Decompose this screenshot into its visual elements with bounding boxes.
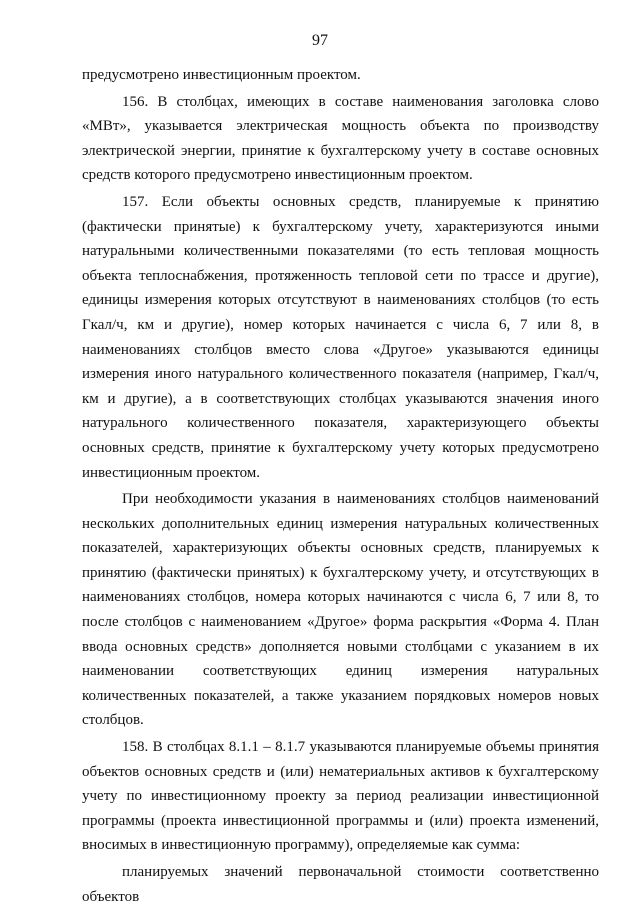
paragraph-156: 156. В столбцах, имеющих в составе наименования заголовка слово «МВт», указывается электрическая мощность объекта по производству электрической энергии, принятие к бухгалтерскому учету в составе основных средств которого предусмотрено инвестиционным проектом. xyxy=(82,93,599,184)
paragraph-157-additional: При необходимости указания в наименованиях столбцов наименований нескольких дополнительных единиц измерения натуральных количественных показателей, характеризующих объекты основных средств, планируемых к принятию (фактически принятых) к бухгалтерскому учету, и отсутствующих в наименованиях столбцов, номера которых начинаются с числа 6, 7 или 8, то после столбцов с наименованием «Другое» форма раскрытия «Форма 4. План ввода основных средств» дополняется новыми столбцами с указанием в их наименовании соответствующих единиц измерения натуральных количественных показателей, а также указанием порядковых номеров новых столбцов. xyxy=(82,491,599,729)
page-number: 97 xyxy=(312,32,328,49)
paragraph-158: 158. В столбцах 8.1.1 – 8.1.7 указываются планируемые объемы принятия объектов основных средств и (или) нематериальных активов к бухгалтерскому учету по инвестиционному проекту за период реализации инвестиционной программы (проекта инвестиционной программы и (или) проекта изменений, вносимых в инвестиционную программу), определяемые как сумма: xyxy=(82,739,599,854)
paragraph-continuation: предусмотрено инвестиционным проектом. xyxy=(82,67,361,83)
document-body xyxy=(82,63,599,909)
paragraph-157: 157. Если объекты основных средств, планируемые к принятию (фактически принятые) к бухгалтерскому учету, характеризуются иными натуральными количественными показателями (то есть тепловая мощность объекта теплоснабжения, протяженность тепловой сети по трассе и другие), единицы измерения которых отсутствуют в наименованиях столбцов (то есть Гкал/ч, км и другие), номер которых начинается с числа 6, 7 или 8, в наименованиях столбцов вместо слова «Другое» указываются единицы измерения иного натурального количественного показателя (например, Гкал/ч, км и другие), а в соответствующих столбцах указываются значения иного натурального количественного показателя, характеризующего объекты основных средств, принятие к бухгалтерскому учету которых предусмотрено инвестиционным проектом. xyxy=(82,193,599,481)
paragraph-158-list-start: планируемых значений первоначальной стоимости соответственно объектов xyxy=(82,864,599,905)
